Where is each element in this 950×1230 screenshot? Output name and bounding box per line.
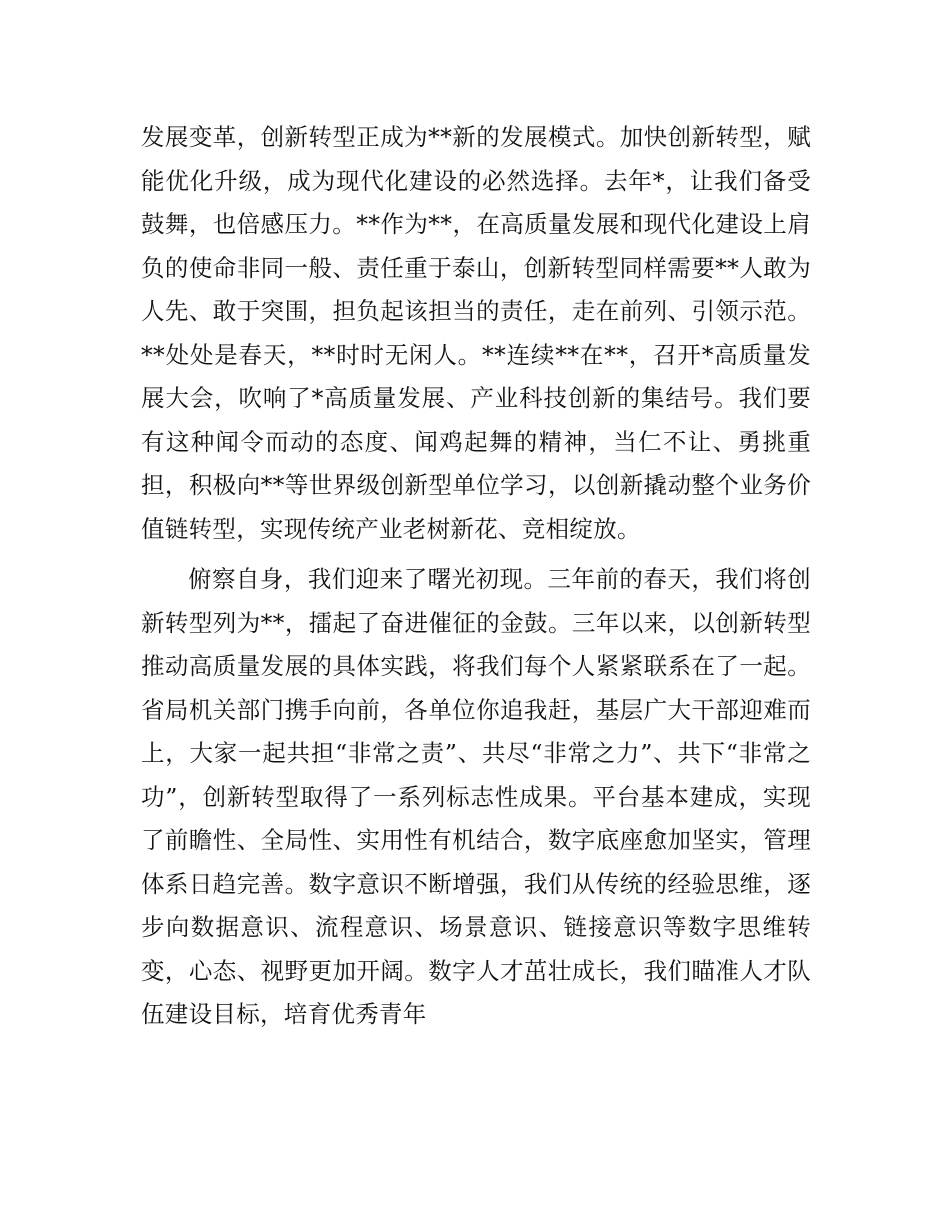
document-body [141,116,811,1037]
paragraph-1: 发展变革，创新转型正成为**新的发展模式。加快创新转型，赋能优化升级，成为现代化建设的必然选择。去年*，让我们备受鼓舞，也倍感压力。**作为**，在高质量发展和现代化建设上肩负的使命非同一般、责任重于泰山，创新转型同样需要**人敢为人先、敢于突围，担负起该担当的责任，走在前列、引领示范。**处处是春天，**时时无闲人。**连续**在**，召开*高质量发展大会，吹响了*高质量发展、产业科技创新的集结号。我们要有这种闻令而动的态度、闻鸡起舞的精神，当仁不让、勇挑重担，积极向**等世界级创新型单位学习，以创新撬动整个业务价值链转型，实现传统产业老树新花、竞相绽放。 [141,123,811,543]
paragraph-2: 俯察自身，我们迎来了曙光初现。三年前的春天，我们将创新转型列为**，擂起了奋进催征的金鼓。三年以来，以创新转型推动高质量发展的具体实践，将我们每个人紧紧联系在了一起。省局机关部门携手向前，各单位你追我赶，基层广大干部迎难而上，大家一起共担“非常之责”、共尽“非常之力”、共下“非常之功”，创新转型取得了一系列标志性成果。平台基本建成，实现了前瞻性、全局性、实用性有机结合，数字底座愈加坚实，管理体系日趋完善。数字意识不断增强，我们从传统的经验思维，逐步向数据意识、流程意识、场景意识、链接意识等数字思维转变，心态、视野更加开阔。数字人才茁壮成长，我们瞄准人才队伍建设目标，培育优秀青年 [141,565,811,1028]
